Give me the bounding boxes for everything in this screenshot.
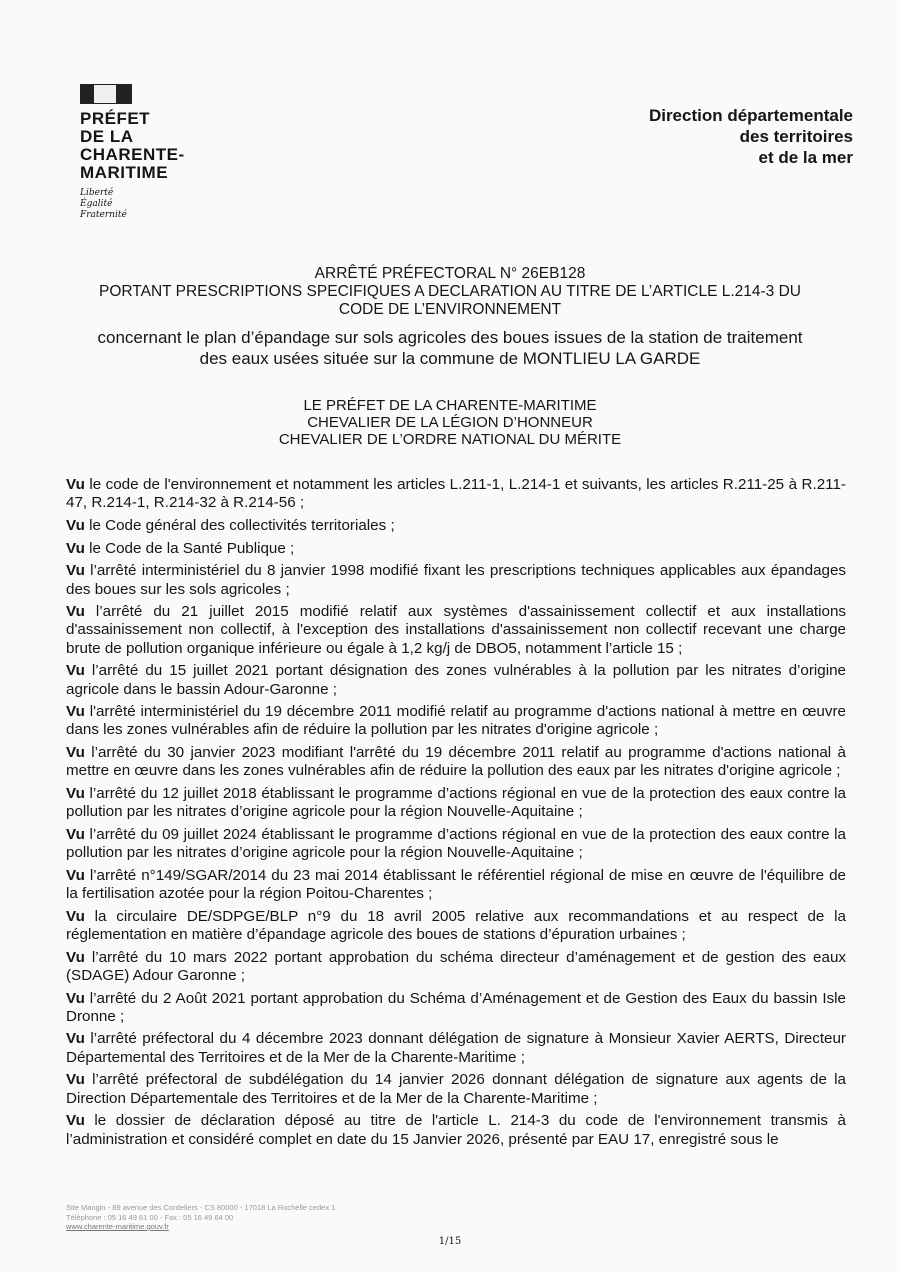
visa-item <box>66 949 846 985</box>
decree-title <box>60 265 840 319</box>
visa-prefix: Vu <box>66 907 85 925</box>
visa-text: le dossier de déclaration déposé au titre de l'article L. 214-3 du code de l'environnement transmis à l’administration et considéré complet en date du 15 Janvier 2026, présenté par EAU 17, enregistré sous le <box>66 1112 846 1148</box>
visa-prefix: Vu <box>66 989 85 1007</box>
visa-item <box>66 476 846 512</box>
decree-title-line: CODE DE L’ENVIRONNEMENT <box>338 301 562 318</box>
visa-prefix: Vu <box>66 516 85 534</box>
prefet-honor: CHEVALIER DE L’ORDRE NATIONAL DU MÉRITE <box>278 431 622 448</box>
visa-prefix: Vu <box>66 785 85 803</box>
visa-prefix: Vu <box>66 1112 85 1130</box>
visa-text: le Code de la Santé Publique ; <box>89 539 295 557</box>
visa-item <box>66 1071 846 1107</box>
visa-text: l’arrêté du 10 mars 2022 portant approbation du schéma directeur d’aménagement et de gestion des eaux (SDAGE) Adour Garonne ; <box>66 948 846 984</box>
visa-text: l’arrêté n°149/SGAR/2014 du 23 mai 2014 établissant le référentiel régional de mise en œuvre de l'équilibre de la fertilisation azotée pour la région Poitou-Charentes ; <box>66 866 846 903</box>
visa-prefix: Vu <box>66 662 85 680</box>
prefet-honor: CHEVALIER DE LA LÉGION D’HONNEUR <box>307 414 593 431</box>
footer-address: Site Mangin - 89 avenue des Cordeliers - CS 80000 - 17018 La Rochelle cedex 1 <box>66 1203 336 1212</box>
visa-item <box>66 744 846 780</box>
visa-prefix: Vu <box>66 744 85 762</box>
visa-prefix: Vu <box>66 562 85 580</box>
footer-phone: Téléphone : 05 16 49 61 00 - Fax : 05 16 49 64 00 <box>66 1212 234 1222</box>
visa-item <box>66 1112 846 1148</box>
visa-text: l’arrêté du 09 juillet 2024 établissant le programme d’actions régional en vue de la protection des eaux contre la pollution par les nitrates d’origine agricole pour la région Nouvelle-Aquitaine ; <box>66 825 846 862</box>
prefet-title: LE PRÉFET DE LA CHARENTE-MARITIME <box>303 397 597 414</box>
subject-line: concernant le plan d’épandage sur sols agricoles des boues issues de la station de traitement <box>97 328 803 347</box>
page-number: 1/15 <box>438 1236 462 1247</box>
visa-item <box>66 826 846 862</box>
visa-prefix: Vu <box>66 866 85 884</box>
visa-prefix: Vu <box>66 1030 85 1048</box>
marianne-emblem-icon <box>80 84 132 104</box>
visa-item <box>66 990 846 1026</box>
footer-website-link[interactable]: www.charente-maritime.gouv.fr <box>66 1222 169 1231</box>
visa-prefix: Vu <box>66 1071 85 1089</box>
visa-prefix: Vu <box>66 948 85 966</box>
issuing-direction: Direction départementale des territoires et de la mer <box>648 106 853 167</box>
visa-item <box>66 603 846 658</box>
decree-title-line: PORTANT PRESCRIPTIONS SPECIFIQUES A DECLARATION AU TITRE DE L’ARTICLE L.214-3 DU <box>99 283 801 300</box>
visa-item <box>66 1030 846 1066</box>
visa-prefix: Vu <box>66 539 85 557</box>
visa-prefix: Vu <box>66 476 85 493</box>
visa-text: l’arrêté du 12 juillet 2018 établissant le programme d’actions régional en vue de la protection des eaux contre la pollution par les nitrates d’origine agricole pour la région Nouvelle-Aquitaine ; <box>66 785 846 821</box>
visa-item <box>66 517 846 535</box>
visa-prefix: Vu <box>66 603 85 621</box>
prefecture-logo <box>80 84 200 221</box>
visa-item <box>66 785 846 821</box>
visa-text: l’arrêté préfectoral du 4 décembre 2023 donnant délégation de signature à Monsieur Xavier AERTS, Directeur Départemental des Territoires et de la Mer de la Charente-Maritime ; <box>66 1030 846 1066</box>
visa-item <box>66 662 846 698</box>
visa-item <box>66 703 846 739</box>
visa-item <box>66 867 846 903</box>
page-footer <box>66 1203 335 1232</box>
visa-item <box>66 562 846 598</box>
visa-prefix: Vu <box>66 703 85 721</box>
visa-text: l’arrêté préfectoral de subdélégation du 14 janvier 2026 donnant délégation de signature aux agents de la Direction Départementale des Territoires et de la Mer de la Charente-Maritime ; <box>66 1071 846 1107</box>
visa-text: l’arrêté du 2 Août 2021 portant approbation du Schéma d’Aménagement et de Gestion des Eaux du bassin Isle Dronne ; <box>66 989 846 1025</box>
visa-item <box>66 908 846 944</box>
subject-line: des eaux usées située sur la commune de MONTLIEU LA GARDE <box>199 349 701 368</box>
visas-list <box>66 476 846 1153</box>
visa-item <box>66 540 846 558</box>
visa-text: l’arrêté du 21 juillet 2015 modifié relatif aux systèmes d'assainissement collectif et aux installations d'assainissement non collectif, à l'exception des installations d'assainissement non collectif recevant une charge brute de pollution organique inférieure ou égale à 1,2 kg/j de DBO5, notamment l’article 15 ; <box>66 603 846 657</box>
visa-text: le code de l'environnement et notamment les articles L.211-1, L.214-1 et suivants, les articles R.211-25 à R.211-47, R.214-1, R.214-32 à R.214-56 ; <box>66 476 846 512</box>
visa-text: l’arrêté interministériel du 8 janvier 1998 modifié fixant les prescriptions techniques applicables aux épandages des boues sur les sols agricoles ; <box>66 562 846 598</box>
logo-title: PRÉFET DE LA CHARENTE- MARITIME <box>80 109 185 182</box>
visa-text: le Code général des collectivités territoriales ; <box>89 516 395 534</box>
visa-text: l’arrêté du 30 janvier 2023 modifiant l'arrêté du 19 décembre 2011 relatif au programme d'actions national à mettre en œuvre dans les zones vulnérables afin de réduire la pollution des eaux par les nitrates d'origine agricole ; <box>66 744 846 780</box>
republic-motto: Liberté Égalité Fraternité <box>80 188 127 220</box>
visa-prefix: Vu <box>66 825 85 843</box>
decree-subject <box>60 327 840 369</box>
visa-text: la circulaire DE/SDPGE/BLP n°9 du 18 avril 2005 relative aux recommandations et au respect de la réglementation en matière d’épandage agricole des boues de stations d’épuration urbaines ; <box>66 907 846 943</box>
visa-text: l'arrêté interministériel du 19 décembre 2011 modifié relatif au programme d'actions national à mettre en œuvre dans les zones vulnérables afin de réduire la pollution par les nitrates d'origine agricole ; <box>66 703 846 739</box>
decree-number: ARRÊTÉ PRÉFECTORAL N° 26EB128 <box>314 265 586 282</box>
visa-text: l’arrêté du 15 juillet 2021 portant désignation des zones vulnérables à la pollution par les nitrates d’origine agricole dans le bassin Adour-Garonne ; <box>66 662 846 698</box>
prefet-titles <box>60 397 840 448</box>
